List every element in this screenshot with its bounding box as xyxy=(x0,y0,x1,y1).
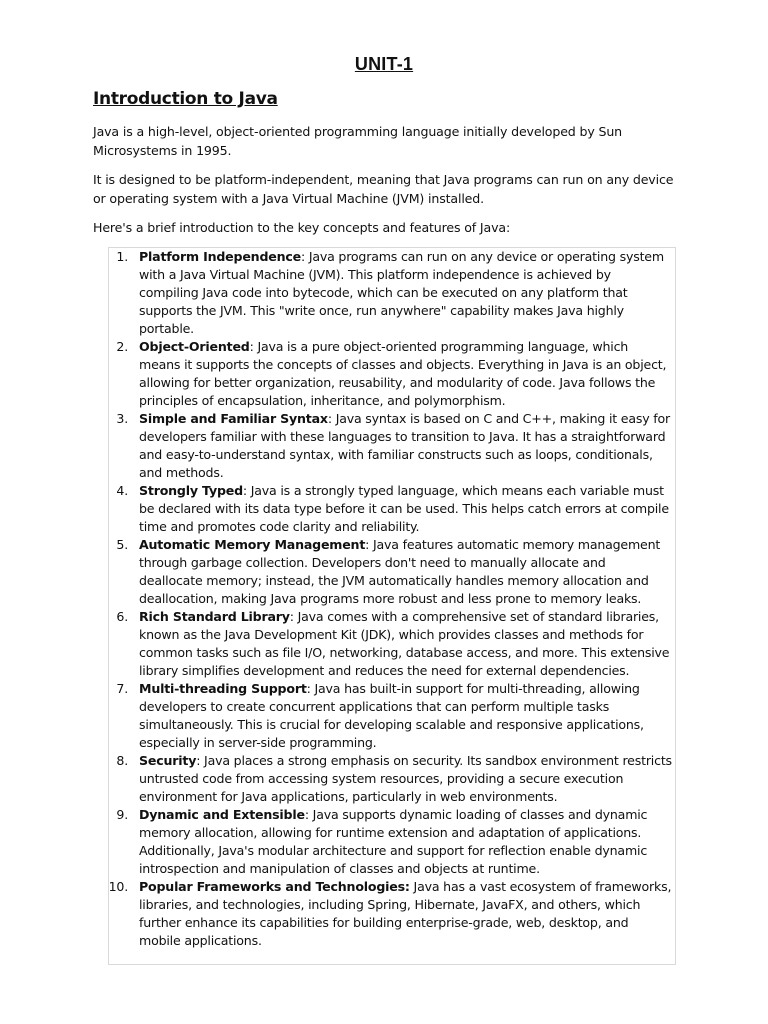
feature-term: Platform Independence xyxy=(139,249,301,264)
feature-item xyxy=(108,410,676,482)
feature-item xyxy=(108,680,676,752)
feature-description: : Java syntax is based on C and C++, making it easy for developers familiar with these languages to transition to Java. It has a straightforward and easy-to-understand syntax, with familiar constructs such as loops, conditionals, and methods. xyxy=(139,411,670,480)
feature-item xyxy=(108,752,676,806)
feature-description: : Java comes with a comprehensive set of standard libraries, known as the Java Development Kit (JDK), which provides classes and methods for common tasks such as file I/O, networking, database access, and more. This extensive library simplifies development and reduces the need for external dependencies. xyxy=(139,609,670,678)
feature-term: Automatic Memory Management xyxy=(139,537,366,552)
feature-term: Dynamic and Extensible xyxy=(139,807,305,822)
feature-number: 4. xyxy=(116,483,128,498)
feature-term: Multi-threading Support xyxy=(139,681,307,696)
feature-term: Security xyxy=(139,753,197,768)
feature-item xyxy=(108,482,676,536)
feature-description: : Java has built-in support for multi-threading, allowing developers to create concurrent applications that can perform multiple tasks simultaneously. This is crucial for developing scalable and responsive applications, especially in server-side programming. xyxy=(139,681,644,750)
feature-description: : Java places a strong emphasis on security. Its sandbox environment restricts untrusted code from accessing system resources, providing a secure execution environment for Java applications, particularly in web environments. xyxy=(139,753,672,804)
feature-item xyxy=(108,608,676,680)
feature-description: : Java is a pure object-oriented programming language, which means it supports the concepts of classes and objects. Everything in Java is an object, allowing for better organization, reusability, and modularity of code. Java follows the principles of encapsulation, inheritance, and polymorphism. xyxy=(139,339,667,408)
feature-description: : Java programs can run on any device or operating system with a Java Virtual Machine (JVM). This platform independence is achieved by compiling Java code into bytecode, which can be executed on any platform that supports the JVM. This "write once, run anywhere" capability makes Java highly portable. xyxy=(139,249,664,336)
feature-number: 5. xyxy=(116,537,128,552)
feature-item xyxy=(108,536,676,608)
intro-paragraph-2: It is designed to be platform-independent, meaning that Java programs can run on any device or operating system with a Java Virtual Machine (JVM) installed. xyxy=(93,172,674,206)
feature-item xyxy=(108,878,676,950)
feature-item xyxy=(108,806,676,878)
intro-paragraph-3: Here's a brief introduction to the key concepts and features of Java: xyxy=(93,220,511,235)
feature-description: Java has a vast ecosystem of frameworks, libraries, and technologies, including Spring, Hibernate, JavaFX, and others, which further enhance its capabilities for building enterprise-grade, web, desktop, and mobile applications. xyxy=(139,879,672,948)
feature-number: 8. xyxy=(116,753,128,768)
feature-description: : Java supports dynamic loading of classes and dynamic memory allocation, allowing for runtime extension and adaptation of applications. Additionally, Java's modular architecture and support for reflection enable dynamic introspection and manipulation of classes and objects at runtime. xyxy=(139,807,648,876)
feature-term: Object-Oriented xyxy=(139,339,250,354)
intro-paragraph-1: Java is a high-level, object-oriented programming language initially developed by Sun Microsystems in 1995. xyxy=(93,124,622,158)
feature-term: Rich Standard Library xyxy=(139,609,290,624)
feature-number: 6. xyxy=(116,609,128,624)
feature-term: Simple and Familiar Syntax xyxy=(139,411,328,426)
feature-number: 10. xyxy=(108,879,128,894)
feature-description: : Java is a strongly typed language, which means each variable must be declared with its data type before it can be used. This helps catch errors at compile time and promotes code clarity and reliability. xyxy=(139,483,669,534)
section-heading: Introduction to Java xyxy=(93,89,278,109)
unit-title: UNIT-1 xyxy=(354,54,414,74)
feature-number: 9. xyxy=(116,807,128,822)
feature-term: Popular Frameworks and Technologies: xyxy=(139,879,410,894)
feature-number: 3. xyxy=(116,411,128,426)
feature-item xyxy=(108,248,676,338)
feature-list xyxy=(108,248,676,950)
feature-number: 1. xyxy=(116,249,128,264)
feature-number: 2. xyxy=(116,339,128,354)
feature-item xyxy=(108,338,676,410)
feature-number: 7. xyxy=(116,681,128,696)
feature-term: Strongly Typed xyxy=(139,483,243,498)
feature-description: : Java features automatic memory management through garbage collection. Developers don't need to manually allocate and deallocate memory; instead, the JVM automatically handles memory allocation and deallocation, making Java programs more robust and less prone to memory leaks. xyxy=(139,537,661,606)
